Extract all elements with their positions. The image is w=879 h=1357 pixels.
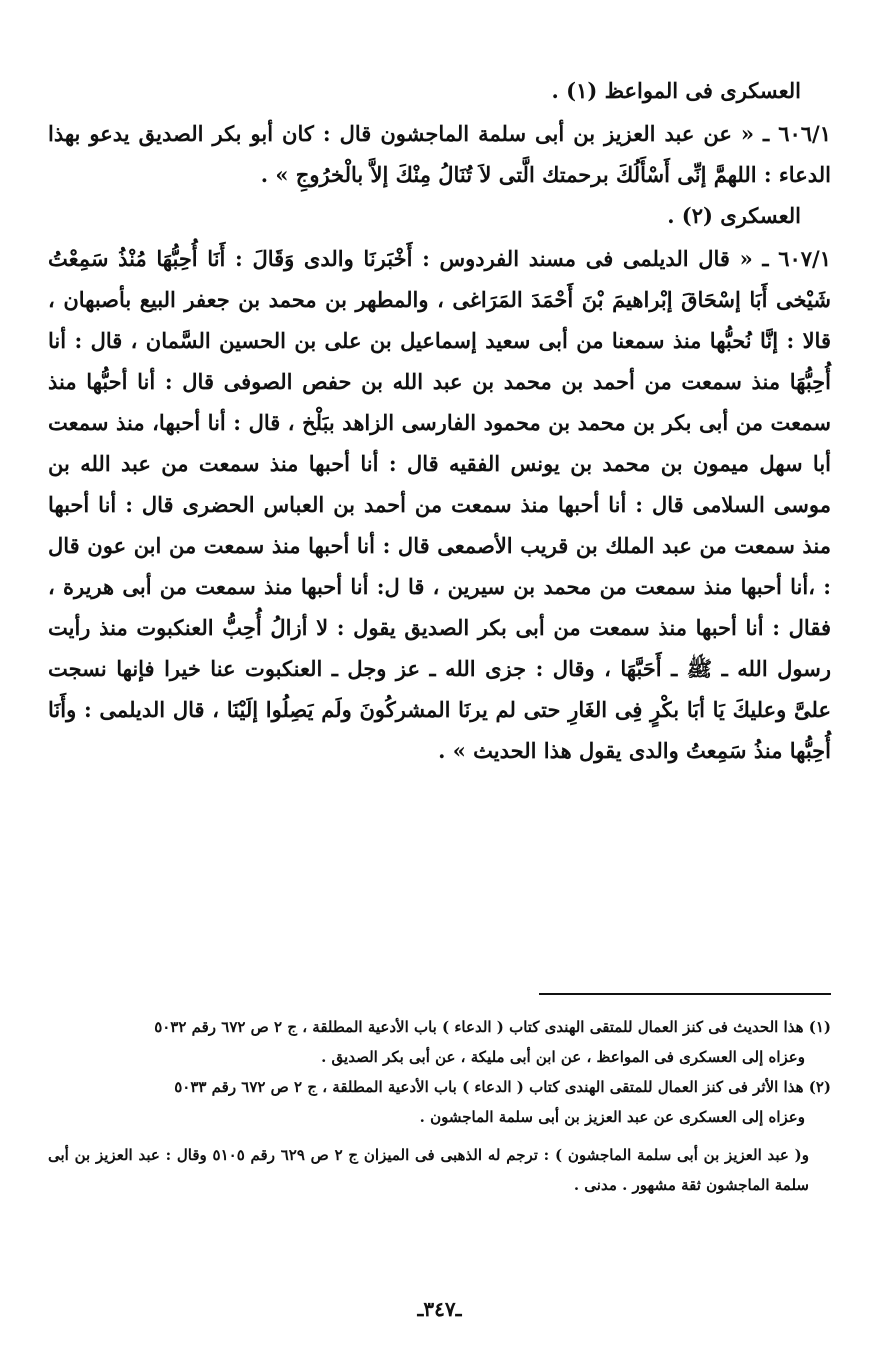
footnote-2-line-2: وعزاه إلى العسكرى عن عبد العزيز بن أبى سلمة الماجشون . bbox=[419, 1108, 805, 1126]
footnote-1-line-2: وعزاه إلى العسكرى فى المواعظ ، عن ابن أبى مليكة ، عن أبى بكر الصديق . bbox=[321, 1048, 805, 1066]
footnotes bbox=[48, 1012, 831, 1200]
source-line-2: العسكرى (٢) . bbox=[667, 203, 801, 228]
main-text bbox=[48, 70, 831, 771]
page-number: ـ٣٤٧ـ bbox=[417, 1297, 462, 1321]
footnote-separator bbox=[539, 993, 831, 995]
footnote-1-line-1: (١) هذا الحديث فى كنز العمال للمتقى الهندى كتاب ( الدعاء ) باب الأدعية المطلقة ، ج ٢ ص ٦٧٢ رقم ٥٠٣٢ bbox=[154, 1018, 831, 1036]
source-line-1: العسكرى فى المواعظ (١) . bbox=[551, 78, 801, 103]
footnote-2-extra: و( عبد العزيز بن أبى سلمة الماجشون ) : ترجم له الذهبى فى الميزان ج ٢ ص ٦٢٩ رقم ٥١٠٥ وقال : عبد العزيز بن أبى سلمة الماجشون ثقة مشهور . مدنى . bbox=[48, 1146, 809, 1194]
hadith-606: ٦٠٦/١ ـ « عن عبد العزيز بن أبى سلمة الماجشون قال : كان أبو بكر الصديق يدعو بهذا الدعاء : اللهمَّ إنِّى أَسْأَلُكَ برحمتك الَّتى لاَ تُنَالُ مِنْكَ إلاَّ بالْخرُوجِ » . bbox=[48, 121, 831, 187]
hadith-607: ٦٠٧/١ ـ « قال الديلمى فى مسند الفردوس : أَخْبَرنَا والدى وَقَالَ : أَنَا أُحِبُّهَا مُنْذُ سَمِعْتُ شَيْخى أَبَا إسْحَاقَ إبْراهيمَ بْنَ أَحْمَدَ المَرَاغى ، والمطهر بن محمد بن جعفر البيع بأصبهان ، قالا : إنَّا نُحبُّها منذ سمعنا من أبى سعيد إسماعيل بن على بن الحسين السَّمان ، قال : أنا أُحِبُّهَا منذ سمعت من أحمد بن محمد بن عبد الله بن حفص الصوفى قال : أنا أحبُّها منذ سمعت من أبى بكر بن محمد بن محمود الفارسى الزاهد ببَلْخ ، قال : أنا أحبها، منذ سمعت أبا سهل ميمون بن محمد بن يونس الفقيه قال : أنا أحبها منذ سمعت من عبد الله بن موسى السلامى قال : أنا أحبها منذ سمعت من أحمد بن العباس الحضرى قال : أنا أحبها منذ سمعت من عبد الملك بن قريب الأصمعى قال : أنا أحبها منذ سمعت من ابن عون قال : ،أنا أحبها منذ سمعت من محمد بن سيرين ، قا ل: أنا أحبها منذ سمعت من أبى هريرة ، فقال : أنا أحبها منذ سمعت من أبى بكر الصديق يقول : لا أزالُ أُحِبُّ العنكبوت منذ رأيت رسول الله ـ ﷺ ـ أَحَبَّهَا ، وقال : جزى الله ـ عز وجل ـ العنكبوت عنا خيرا فإنها نسجت علىَّ وعليكَ يَا أبَا بكْرٍ فِى الغَارِ حتى لم يرنَا المشركُونَ ولَم يَصِلُوا إلَيْنَا ، قال الديلمى : وأَنَا أُحِبُّها منذُ سَمِعتُ والدى يقول هذا الحديث » . bbox=[48, 246, 831, 763]
footnote-2-line-1: (٢) هذا الأثر فى كنز العمال للمتقى الهندى كتاب ( الدعاء ) باب الأدعية المطلقة ، ج ٢ ص ٦٧٢ رقم ٥٠٣٣ bbox=[174, 1078, 831, 1096]
